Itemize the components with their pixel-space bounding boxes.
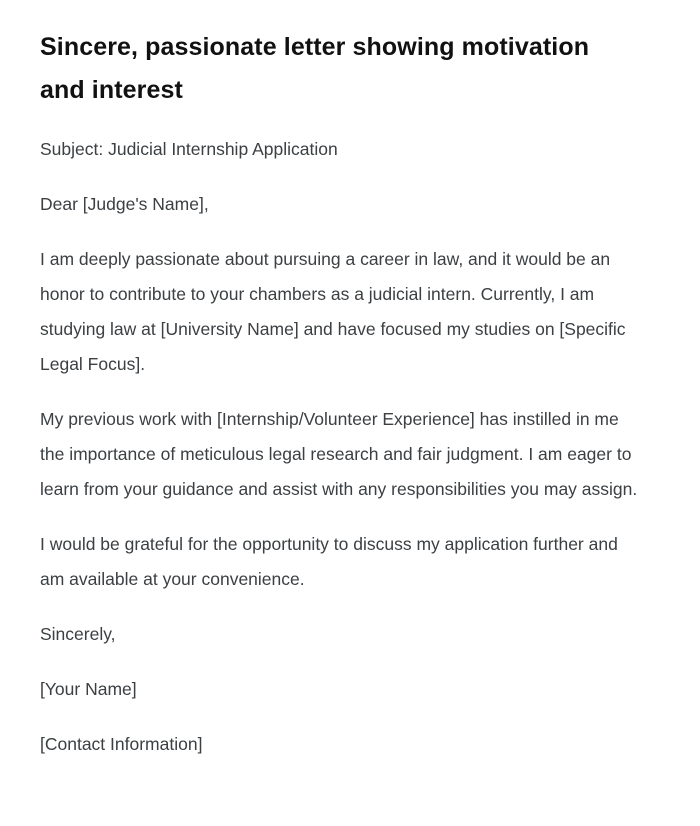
salutation: Dear [Judge's Name], xyxy=(40,194,209,214)
letter-paragraph: I am deeply passionate about pursuing a career in law, and it would be an honor to contribute to your chambers as a judicial intern. Currently, I am studying law at [University Name] and have focused my studies on [Specific Legal Focus]. xyxy=(40,249,626,374)
contact-info: [Contact Information] xyxy=(40,734,203,754)
page-title: Sincere, passionate letter showing motivation and interest xyxy=(40,33,590,104)
letter-paragraph: My previous work with [Internship/Volunteer Experience] has instilled in me the importance of meticulous legal research and fair judgment. I am eager to learn from your guidance and assist with any responsibilities you may assign. xyxy=(40,409,638,499)
closing: Sincerely, xyxy=(40,624,116,644)
subject-line: Subject: Judicial Internship Application xyxy=(40,139,338,159)
letter-paragraph: I would be grateful for the opportunity to discuss my application further and am available at your convenience. xyxy=(40,534,618,589)
signature: [Your Name] xyxy=(40,679,137,699)
